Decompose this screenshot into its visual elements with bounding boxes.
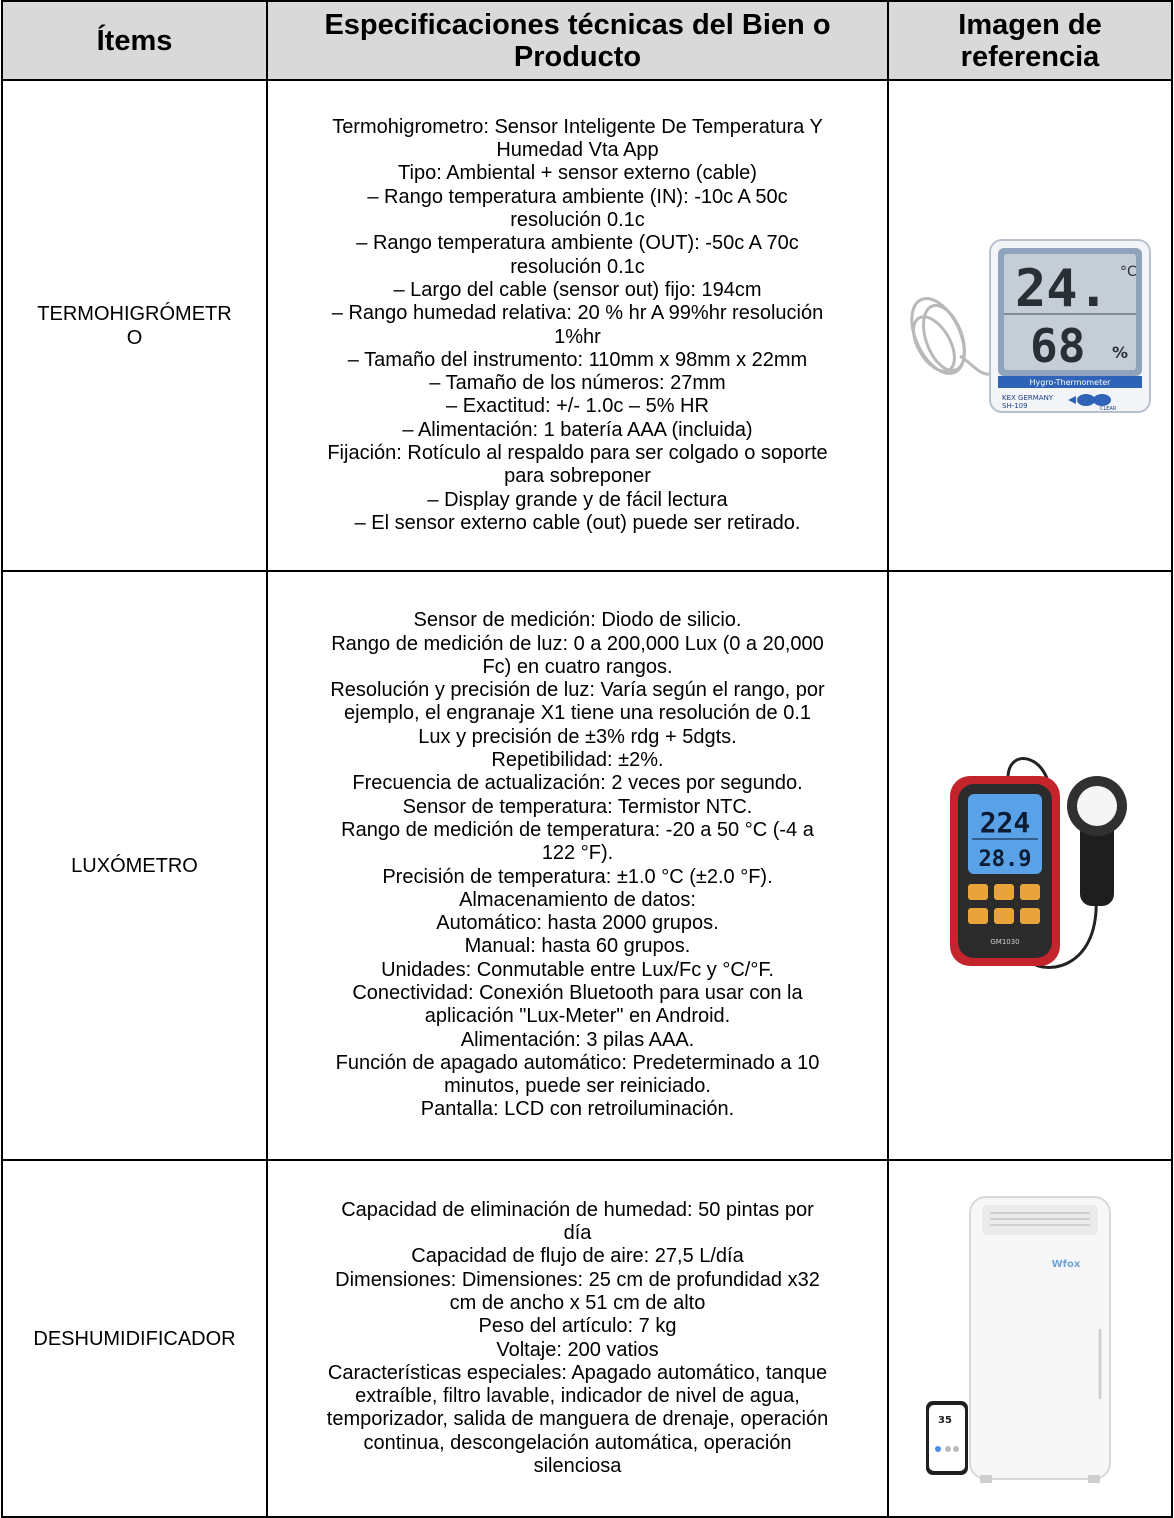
spec-line: resolución 0.1c [510,209,645,232]
spec-line: Conectividad: Conexión Bluetooth para usar con la [352,981,803,1004]
spec-line: Rango de medición de temperatura: -20 a 50 °C (-4 a [341,818,814,841]
spec-line: Termohigrometro: Sensor Inteligente De Temperatura Y [332,115,823,138]
image-termohigrometro [888,80,1172,571]
spec-line: – El sensor externo cable (out) puede ser retirado. [354,511,801,534]
spec-line: Fc) en cuatro rangos. [482,655,673,678]
svg-text:24.: 24. [1015,258,1109,319]
spec-line: – Tamaño de los números: 27mm [429,372,726,395]
svg-text:°C: °C [1120,263,1137,280]
header-items: Ítems [2,1,267,80]
spec-line: Precisión de temperatura: ±1.0 °C (±2.0 °F). [382,865,773,888]
spec-line: Lux y precisión de ±3% rdg + 5dgts. [418,725,737,748]
spec-text-deshumidificador [267,1160,888,1517]
spec-line: extraíble, filtro lavable, indicador de nivel de agua, [355,1385,800,1408]
spec-line: Repetibilidad: ±2%. [491,749,664,772]
spec-line: Dimensiones: Dimensiones: 25 cm de profundidad x32 [335,1268,820,1291]
svg-text:%: % [1112,342,1129,362]
item-name-luxometro: LUXÓMETRO [2,571,267,1160]
spec-line: 1%hr [554,325,601,348]
table-row [2,571,1172,1160]
spec-line: – Alimentación: 1 batería AAA (incluida) [402,418,753,441]
spec-line: Función de apagado automático: Predeterminado a 10 [335,1051,820,1074]
svg-text:Wfox: Wfox [1051,1258,1081,1270]
spec-line: – Tamaño del instrumento: 110mm x 98mm x 22mm [347,348,808,371]
spec-line: Voltaje: 200 vatios [496,1338,659,1361]
spec-line: día [563,1222,592,1245]
spec-line: Alimentación: 3 pilas AAA. [460,1028,695,1051]
spec-line: Pantalla: LCD con retroiluminación. [420,1098,735,1121]
spec-line: minutos, puede ser reiniciado. [444,1075,711,1098]
spec-line: – Exactitud: +/- 1.0c – 5% HR [446,395,709,418]
svg-text:28.9: 28.9 [978,846,1032,872]
svg-text:224: 224 [979,805,1031,839]
spec-line: – Largo del cable (sensor out) fijo: 194cm [393,278,762,301]
spec-text-luxometro [267,571,888,1160]
spec-line: Sensor de temperatura: Termistor NTC. [402,795,753,818]
spec-line: 122 °F). [541,842,614,865]
spec-line: Capacidad de eliminación de humedad: 50 pintas por [341,1198,814,1221]
spec-line: resolución 0.1c [510,255,645,278]
thermohygrometer-image [900,226,1160,426]
spec-line: Capacidad de flujo de aire: 27,5 L/día [411,1245,744,1268]
spec-line: – Rango humedad relativa: 20 % hr A 99%hr resolución [331,302,824,325]
svg-text:35: 35 [938,1414,952,1426]
spec-line: Unidades: Conmutable entre Lux/Fc y °C/°F. [381,958,774,981]
header-specs: Especificaciones técnicas del Bien o Producto [267,1,888,80]
svg-text:GM1030: GM1030 [990,937,1020,946]
spec-line: Peso del artículo: 7 kg [478,1315,677,1338]
spec-line: Almacenamiento de datos: [459,888,696,911]
svg-text:CLEAR: CLEAR [1100,405,1117,412]
table-row [2,1160,1172,1517]
item-name-deshumidificador: DESHUMIDIFICADOR [2,1160,267,1517]
spec-line: temporizador, salida de manguera de drenaje, operación [326,1408,829,1431]
spec-line: Tipo: Ambiental + sensor externo (cable) [398,162,757,185]
svg-text:Hygro-Thermometer: Hygro-Thermometer [1029,377,1111,387]
image-luxometro [888,571,1172,1160]
spec-line: para sobreponer [504,465,651,488]
svg-text:KEX GERMANY: KEX GERMANY [1002,393,1054,402]
spec-line: silenciosa [533,1454,622,1477]
svg-text:SH-109: SH-109 [1002,401,1028,410]
spec-line: Características especiales: Apagado automático, tanque [327,1361,828,1384]
spec-line: Fijación: Rotículo al respaldo para ser colgado o soporte [327,441,828,464]
spec-line: Humedad Vta App [496,139,659,162]
spec-text-termohigrometro [267,80,888,571]
spec-line: ejemplo, el engranaje X1 tiene una resolución de 0.1 [344,702,811,725]
svg-text:68: 68 [1030,318,1086,373]
dehumidifier-image [900,1179,1160,1499]
spec-line: Rango de medición de luz: 0 a 200,000 Lux (0 a 20,000 [331,632,824,655]
spec-line: aplicación "Lux-Meter" en Android. [424,1005,731,1028]
spec-line: Resolución y precisión de luz: Varía según el rango, por [330,679,825,702]
spec-line: Automático: hasta 2000 grupos. [436,912,719,935]
header-row [2,1,1172,80]
image-deshumidificador [888,1160,1172,1517]
spec-line: Sensor de medición: Diodo de silicio. [413,609,742,632]
spec-line: cm de ancho x 51 cm de alto [449,1291,706,1314]
spec-line: – Display grande y de fácil lectura [427,488,728,511]
spec-line: continua, descongelación automática, operación [363,1431,792,1454]
spec-table [1,0,1173,1518]
spec-line: Manual: hasta 60 grupos. [464,935,691,958]
spec-line: – Rango temperatura ambiente (OUT): -50c A 70c [356,232,799,255]
spec-line: – Rango temperatura ambiente (IN): -10c A 50c [367,185,788,208]
table-row [2,80,1172,571]
item-name-termohigrometro: TERMOHIGRÓMETR O [2,80,267,571]
header-image: Imagen de referencia [888,1,1172,80]
spec-line: Frecuencia de actualización: 2 veces por segundo. [352,772,803,795]
luxmeter-image [900,736,1160,996]
